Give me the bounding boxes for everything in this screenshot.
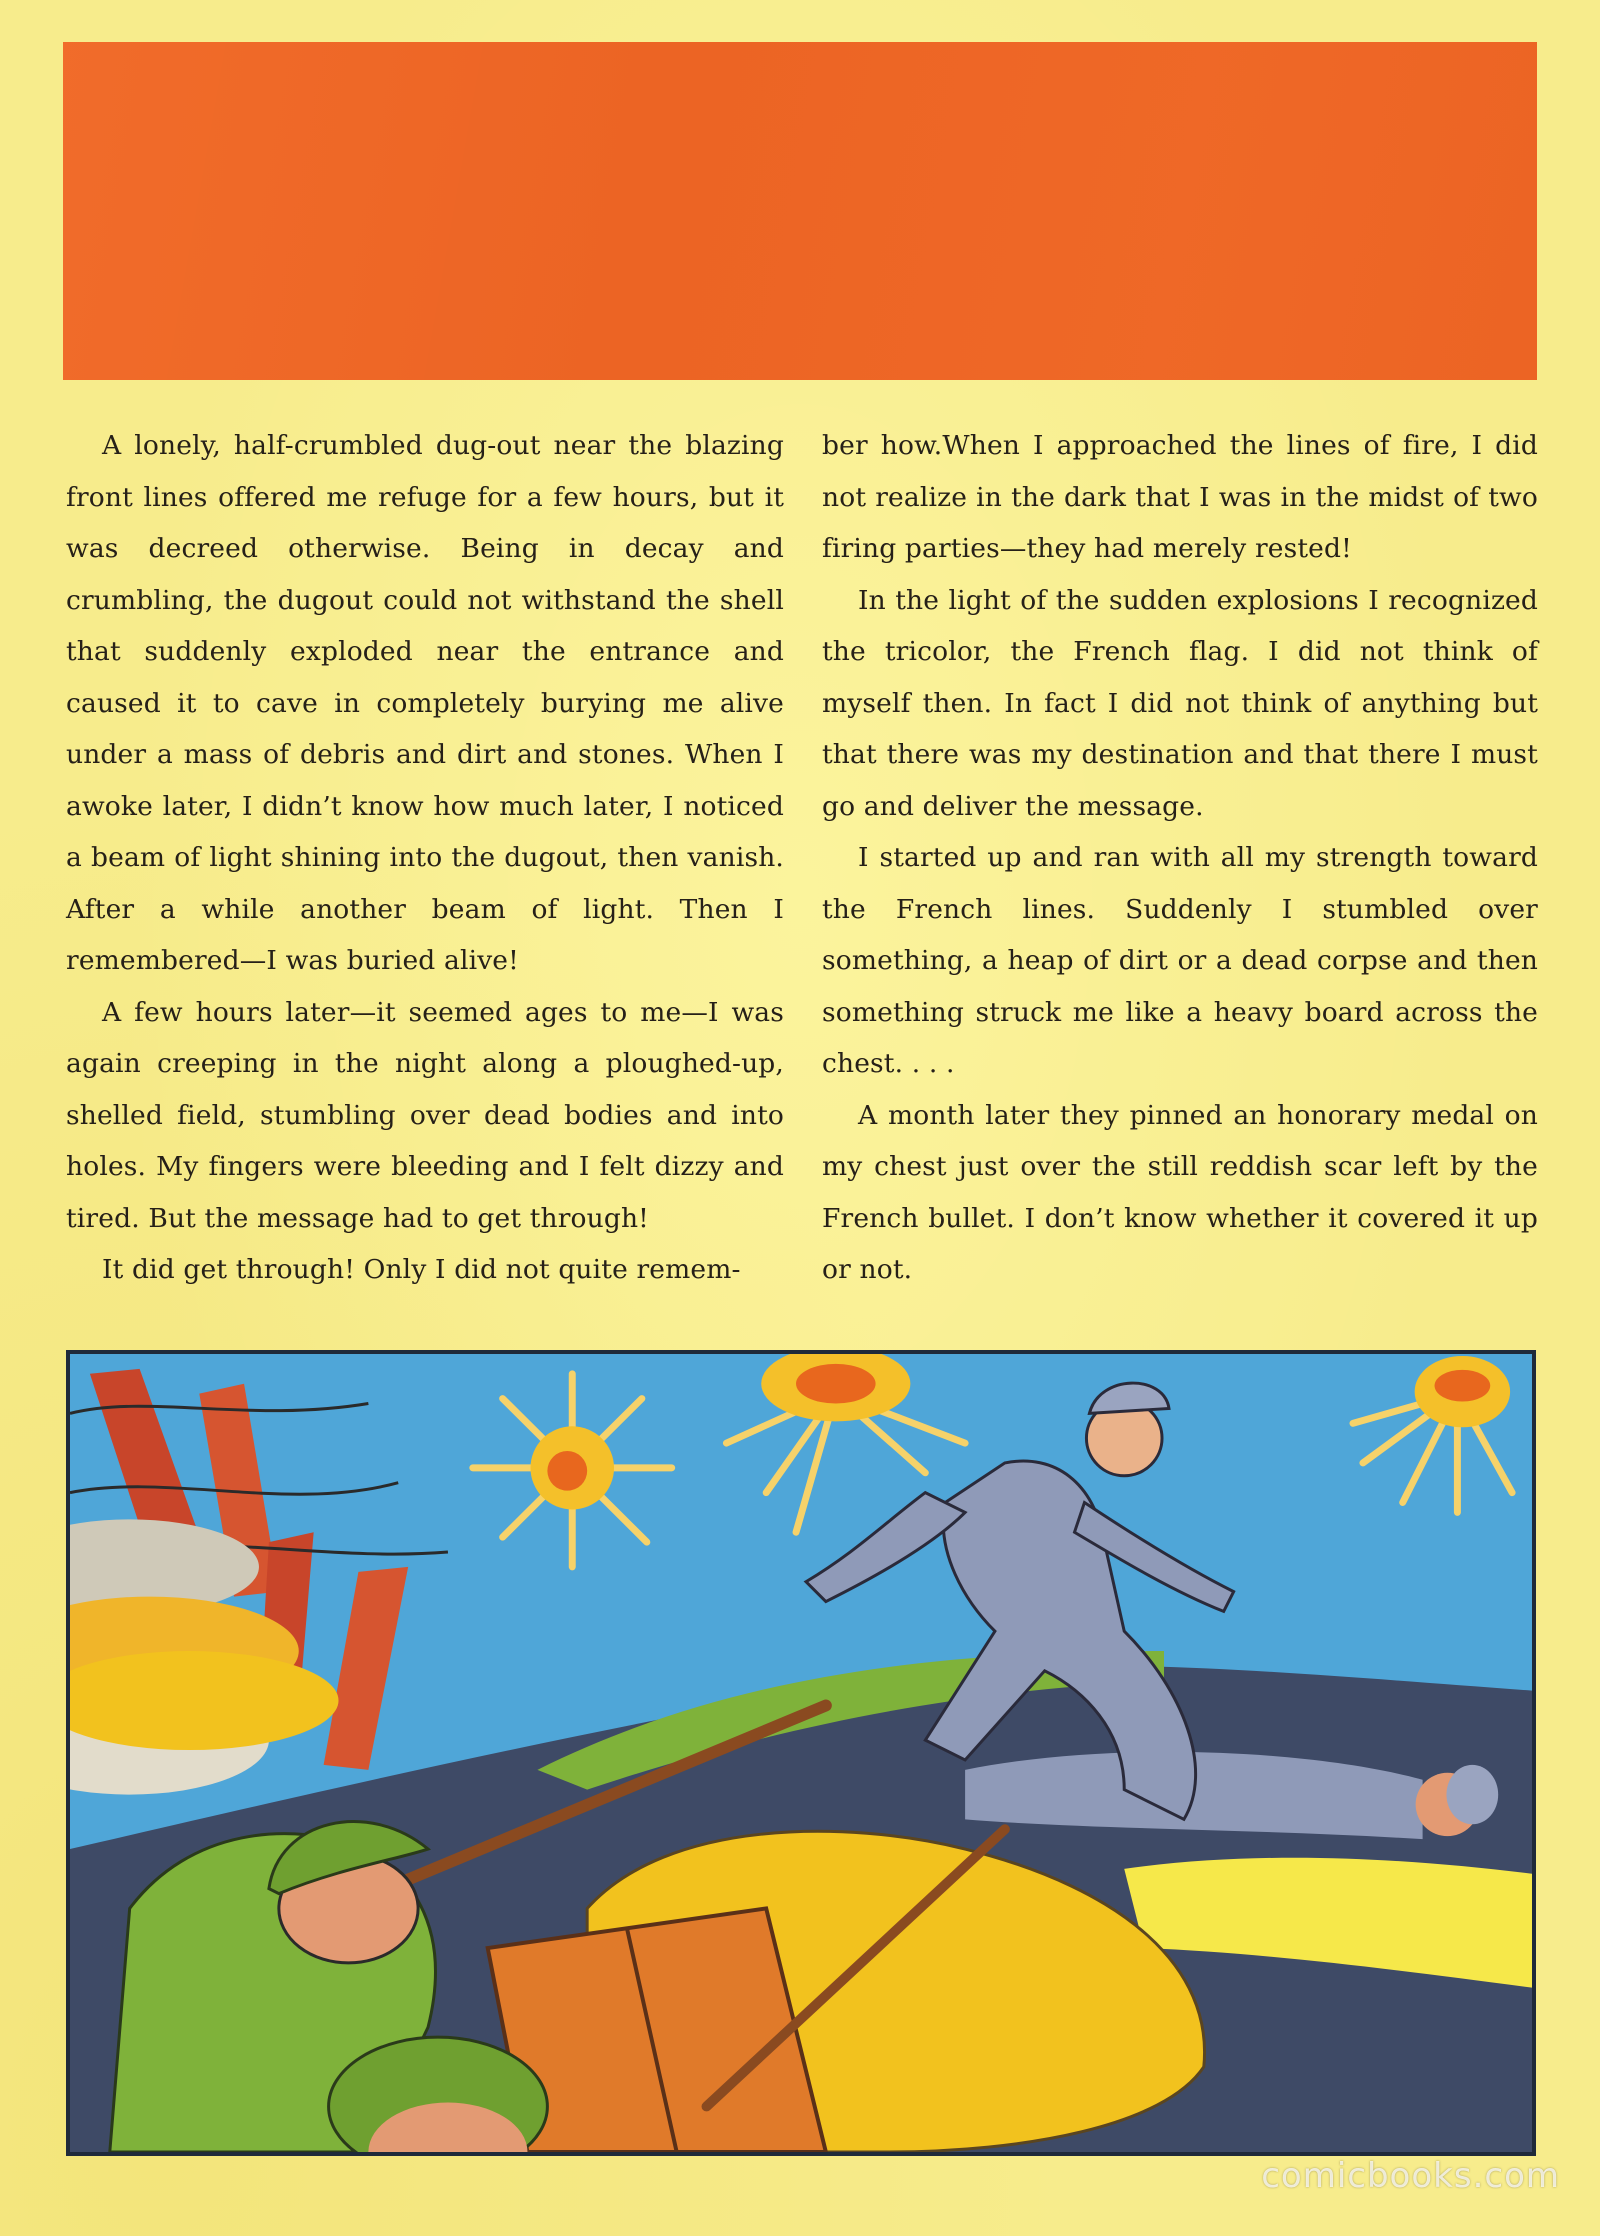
story-paragraph: A lonely, half-crumbled dug-out near the blazing front lines offered me refuge for a few hours, but it was decreed otherwise. Being in decay and crumbling, the dugout could not withstand the shell that suddenly exploded near the entrance and caused it to cave in completely burying me alive under a mass of debris and dirt and stones. When I awoke later, I didn’t know how much later, I noticed a beam of light shining into the dugout, then vanish. After a while another beam of light. Then I remembered—I was buried alive! (66, 430, 784, 976)
story-paragraph: In the light of the sudden explosions I recognized the tricolor, the French flag. I did not think of myself then. In fact I did not think of anything but that there was my destination and that there I must go and deliver the message. (822, 584, 1538, 822)
watermark: comicbooks.com (1261, 2156, 1560, 2196)
story-paragraph: I started up and ran with all my strength toward the French lines. Suddenly I stumbled over something, a heap of dirt or a dead corpse and then something struck me like a heavy board across the chest. . . . (822, 842, 1538, 1079)
title-banner (63, 42, 1537, 380)
story-column-left (66, 420, 784, 1296)
story-paragraph: ber how.When I approached the lines of fire, I did not realize in the dark that I was in the midst of two firing parties—they had merely rested! (822, 430, 1538, 564)
explosion-left (473, 1374, 672, 1567)
story-column-right (822, 420, 1538, 1296)
story-paragraph: A few hours later—it seemed ages to me—I was again creeping in the night along a ploughed-up, shelled field, stumbling over dead bodies and into holes. My fingers were bleeding and I felt dizzy and tired. But the message had to get through! (66, 996, 784, 1234)
battlefield-drawing (70, 1354, 1532, 2152)
story-paragraph: It did get through! Only I did not quite remem- (102, 1254, 741, 1285)
battlefield-illustration (66, 1350, 1536, 2156)
story-paragraph: A month later they pinned an honorary medal on my chest just over the still reddish scar left by the French bullet. I don’t know whether it covered it up or not. (822, 1099, 1538, 1285)
